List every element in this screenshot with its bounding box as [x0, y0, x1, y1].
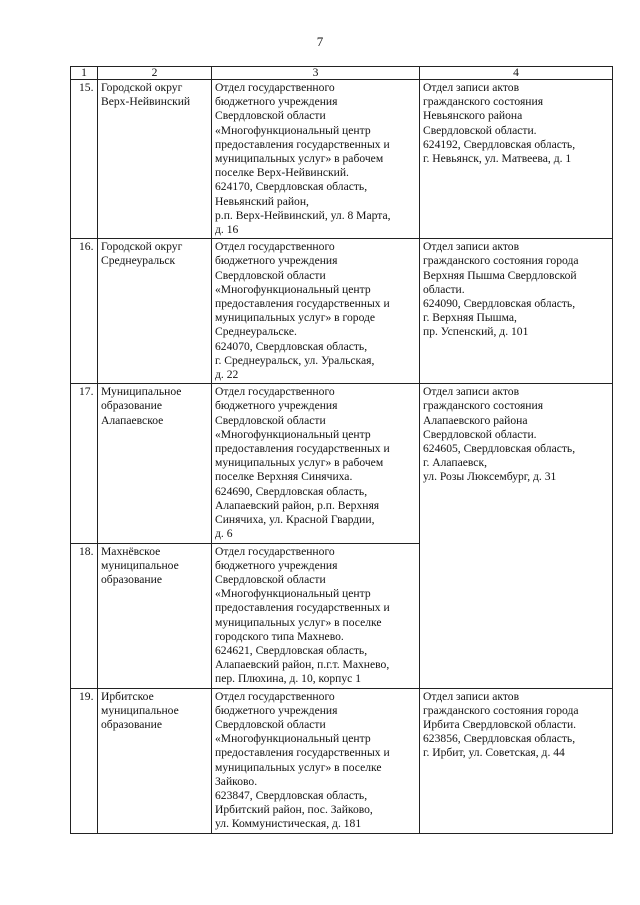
table-row: [71, 80, 613, 239]
row-number: 15.: [71, 80, 98, 239]
zags-office-cell: Отдел записи актов гражданского состояния Невьянского района Свердловской области. 624192, Свердловская область, г. Невьянск, ул. Матвеева, д. 1: [420, 80, 613, 239]
mfc-office-cell: Отдел государственного бюджетного учреждения Свердловской области «Многофункциональный центр предоставления государственных и муниципальных услуг» в рабочем поселке Верхняя Синячиха. 624690, Свердловская область, Алапаевский район, р.п. Верхняя Синячиха, ул. Красной Гвардии, д. 6: [212, 384, 420, 543]
municipality-cell: Городской округ Верх-Нейвинский: [98, 80, 212, 239]
mfc-office-cell: Отдел государственного бюджетного учреждения Свердловской области «Многофункциональный центр предоставления государственных и муниципальных услуг» в поселке городского типа Махнево. 624621, Свердловская область, Алапаевский район, п.г.т. Махнево, пер. Плюхина, д. 10, корпус 1: [212, 543, 420, 688]
row-number: 17.: [71, 384, 98, 543]
municipality-cell: Махнёвское муниципальное образование: [98, 543, 212, 688]
zags-office-cell: Отдел записи актов гражданского состояния города Ирбита Свердловской области. 623856, Свердловская область, г. Ирбит, ул. Советская, д. 44: [420, 688, 613, 833]
header-col-2: 2: [98, 67, 212, 80]
page-number: 7: [316, 34, 324, 49]
mfc-office-cell: Отдел государственного бюджетного учреждения Свердловской области «Многофункциональный центр предоставления государственных и муниципальных услуг» в рабочем поселке Верх-Нейвинский. 624170, Свердловская область, Невьянский район, р.п. Верх-Нейвинский, ул. 8 Марта, д. 16: [212, 80, 420, 239]
offices-table: [70, 66, 613, 834]
municipality-cell: Городской округ Среднеуральск: [98, 239, 212, 384]
row-number: 19.: [71, 688, 98, 833]
zags-office-cell: Отдел записи актов гражданского состояния города Верхняя Пышма Свердловской области. 624090, Свердловская область, г. Верхняя Пышма, пр. Успенский, д. 101: [420, 239, 613, 384]
municipality-cell: Муниципальное образование Алапаевское: [98, 384, 212, 543]
row-number: 18.: [71, 543, 98, 688]
header-col-4: 4: [420, 67, 613, 80]
row-number: 16.: [71, 239, 98, 384]
table-row: [71, 239, 613, 384]
mfc-office-cell: Отдел государственного бюджетного учреждения Свердловской области «Многофункциональный центр предоставления государственных и муниципальных услуг» в поселке Зайково. 623847, Свердловская область, Ирбитский район, пос. Зайково, ул. Коммунистическая, д. 181: [212, 688, 420, 833]
table-row: [71, 384, 613, 543]
table-header-row: [71, 67, 613, 80]
zags-office-cell: Отдел записи актов гражданского состояния Алапаевского района Свердловской области. 624605, Свердловская область, г. Алапаевск, ул. Розы Люксембург, д. 31: [420, 384, 613, 688]
header-col-3: 3: [212, 67, 420, 80]
municipality-cell: Ирбитское муниципальное образование: [98, 688, 212, 833]
table-row: [71, 688, 613, 833]
mfc-office-cell: Отдел государственного бюджетного учреждения Свердловской области «Многофункциональный центр предоставления государственных и муниципальных услуг» в городе Среднеуральске. 624070, Свердловская область, г. Среднеуральск, ул. Уральская, д. 22: [212, 239, 420, 384]
header-col-1: 1: [71, 67, 98, 80]
